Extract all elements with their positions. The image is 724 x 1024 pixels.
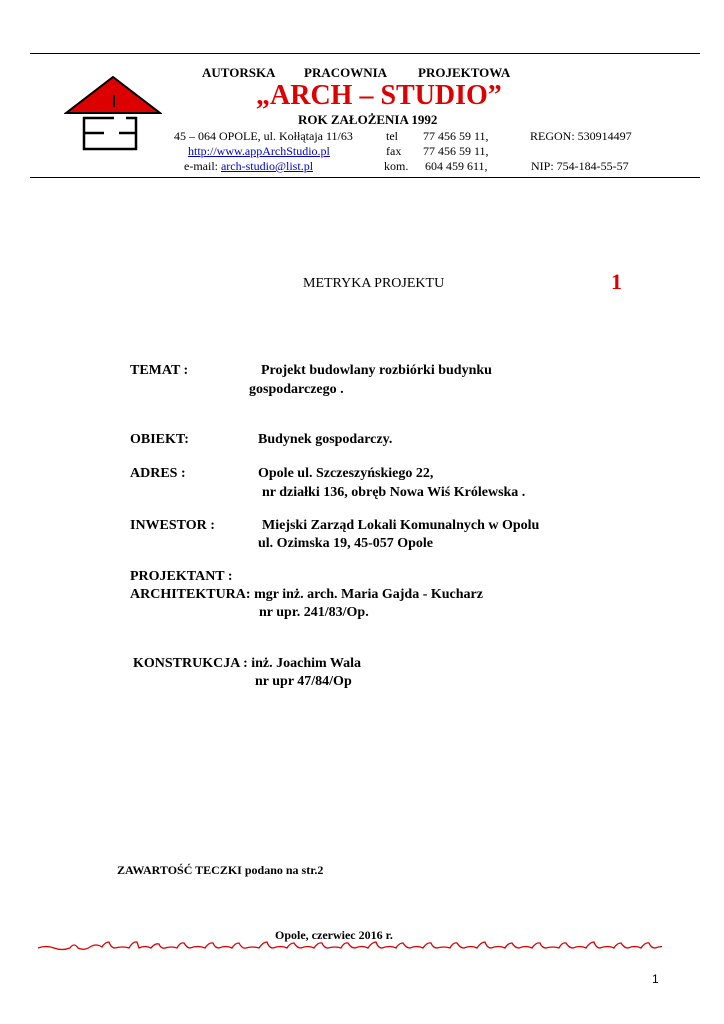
- decorative-border: [38, 939, 662, 953]
- architektura-value: mgr inż. arch. Maria Gajda - Kucharz: [254, 587, 483, 602]
- temat-value-line1: Projekt budowlany rozbiórki budynku: [261, 363, 492, 378]
- architektura-permit: nr upr. 241/83/Op.: [259, 605, 369, 620]
- page-number: 1: [652, 972, 659, 986]
- konstrukcja-label: KONSTRUKCJA :: [133, 656, 248, 671]
- inwestor-label: INWESTOR :: [130, 518, 215, 533]
- temat-label: TEMAT :: [130, 363, 189, 378]
- letterhead-word: AUTORSKA: [202, 65, 276, 80]
- kom-label: kom.: [384, 159, 409, 173]
- konstrukcja-permit: nr upr 47/84/Op: [255, 674, 352, 689]
- tel-number: 77 456 59 11,: [423, 129, 489, 143]
- obiekt-label: OBIEKT:: [130, 432, 189, 447]
- address: 45 – 064 OPOLE, ul. Kołłątaja 11/63: [174, 129, 353, 143]
- letterhead-word: PROJEKTOWA: [418, 65, 511, 80]
- inwestor-value-line2: ul. Ozimska 19, 45-057 Opole: [258, 536, 434, 551]
- projektant-label: PROJEKTANT :: [130, 569, 233, 584]
- document-title: METRYKA PROJEKTU: [303, 276, 445, 291]
- website-link[interactable]: http://www.appArchStudio.pl: [188, 144, 330, 158]
- konstrukcja-value: inż. Joachim Wala: [251, 656, 362, 671]
- regon: REGON: 530914497: [530, 129, 632, 143]
- letterhead-word: PRACOWNIA: [304, 65, 388, 80]
- adres-label: ADRES :: [130, 466, 186, 481]
- kom-number: 604 459 611,: [425, 159, 488, 173]
- fax-number: 77 456 59 11,: [423, 144, 489, 158]
- arch-studio-logo: [64, 75, 162, 155]
- contents-note: ZAWARTOŚĆ TECZKI podano na str.2: [117, 863, 324, 877]
- company-name: „ARCH – STUDIO”: [256, 80, 502, 111]
- email-line: [184, 159, 313, 174]
- inwestor-value-line1: Miejski Zarząd Lokali Komunalnych w Opolu: [262, 518, 540, 533]
- tel-label: tel: [386, 129, 398, 143]
- fax-label: fax: [386, 144, 402, 158]
- nip: NIP: 754-184-55-57: [531, 159, 629, 173]
- architektura-label: ARCHITEKTURA:: [130, 587, 251, 602]
- place-date: Opole, czerwiec 2016 r.: [275, 928, 393, 942]
- architektura-line: [130, 587, 483, 603]
- letterhead-rule: [30, 177, 700, 178]
- adres-value-line2: nr działki 136, obręb Nowa Wiś Królewska .: [262, 485, 526, 500]
- email-link[interactable]: arch-studio@list.pl: [220, 159, 314, 173]
- founded-year: ROK ZAŁOŻENIA 1992: [298, 112, 438, 127]
- obiekt-value: Budynek gospodarczy.: [258, 432, 393, 447]
- temat-value-line2: gospodarczego .: [249, 382, 344, 397]
- konstrukcja-line: [133, 656, 361, 672]
- document-number: 1: [611, 269, 622, 294]
- adres-value-line1: Opole ul. Szczeszyńskiego 22,: [258, 466, 434, 481]
- top-rule: [30, 53, 700, 54]
- email-label: e-mail:: [184, 159, 218, 173]
